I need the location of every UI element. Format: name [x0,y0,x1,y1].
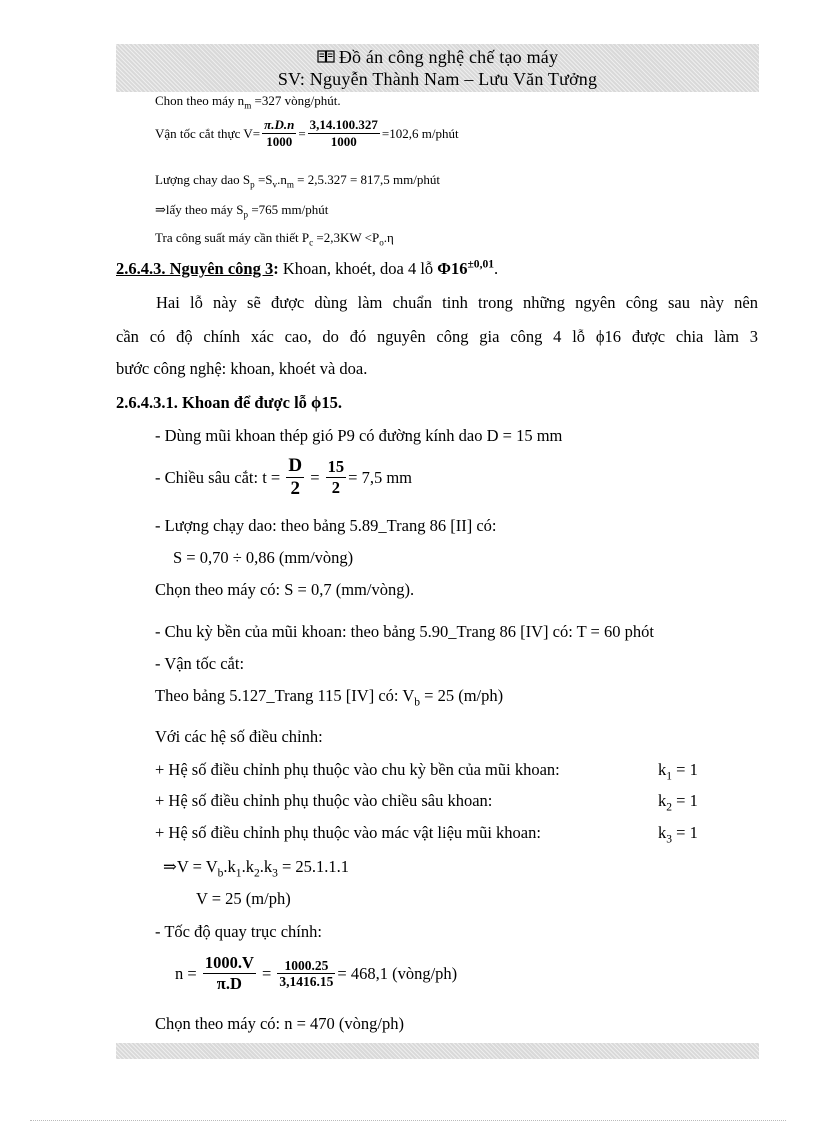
coefficient-2-value: $k_2 = 1$ [658,791,698,814]
power-check-line: Tra công suất máy cần thiết $P_c =2,3KW <P_o.\eta$ [155,230,394,248]
tool-life-line: - Chu kỳ bền của mũi khoan: theo bảng 5.90_Trang 86 [IV] có: T = 60 phót [155,622,654,641]
coefficient-3-text: + Hệ số điều chỉnh phụ thuộc vào mác vật liệu mũi khoan: [155,823,541,842]
depth-fraction-symbolic: $\frac{D}{2}$ [288,455,303,499]
page-bottom-rule [30,1120,786,1121]
feed-range-line: S = 0,70 ÷ 0,86 (mm/vòng) [173,548,354,567]
speed-table-line: Theo bảng 5.127_Trang 115 [IV] có: $V_b = 25$ (m/ph) [155,686,504,709]
feed-rate-line: Lượng chay dao $S_p =S_v.n_m = 2,5.327 = 817,5$ mm/phút [155,172,441,190]
velocity-formula: ⇒V = $V_b.k_1.k_2.k_3 = 25.1.1.1$ [163,857,350,880]
velocity-result: V = 25 (m/ph) [196,889,291,908]
coefficient-1-text: + Hệ số điều chỉnh phụ thuộc vào chu kỳ bền của mũi khoan: [155,760,560,779]
spindle-fraction-symbolic: $\frac{1000.V}{\pi.D}$ [204,953,254,993]
paragraph-line-1: Hai lỗ này sẽ được dùng làm chuẩn tinh trong những ngyên công sau này nên [156,293,758,312]
drill-line: - Dùng mũi khoan thép gió P9 có đường kính dao D = 15 mm [155,426,563,445]
feed-choose-line: Chọn theo máy có: S = 0,7 (mm/vòng). [155,580,415,599]
machine-choice-line: Chon theo máy $n_m =327$ vòng/phút. [155,93,341,111]
coefficient-2-text: + Hệ số điều chỉnh phụ thuộc vào chiều sâu khoan: [155,791,493,810]
header-line2: SV: Nguyễn Thành Nam – Lưu Văn Tưởng [277,69,598,89]
speed-fraction-symbolic: $\frac{\pi.D.n}{1000}$ [264,117,295,149]
coefficient-1-value: $k_1 = 1$ [658,760,698,783]
paragraph-line-3: bước công nghệ: khoan, khoét và doa. [116,359,368,378]
header-line1: Đồ án công nghệ chế tạo máy [338,47,559,67]
paragraph-line-2: cần có độ chính xác cao, do đó nguyên công gia công 4 lỗ ϕ16 được chia làm 3 [116,327,758,346]
cutting-speed-label: - Vận tốc cắt: [155,654,245,673]
page-header [116,44,759,92]
coefficient-intro: Với các hệ số điều chỉnh: [155,727,323,746]
actual-speed-line: Vận tốc cắt thực V= $\frac{\pi.D.n}{1000}$ = $\frac{3,14.100.327}{1000}$ =102,6 m/phút [155,117,459,149]
header-title [116,46,759,68]
depth-line: - Chiều sâu cắt: t = $\frac{D}{2}$ = $\frac{15}{2}$ = 7,5 mm [155,455,413,499]
spindle-fraction-numeric: $\frac{1000.25}{3,1416.15}$ [279,957,334,990]
coefficient-3-value: $k_3 = 1$ [658,823,698,846]
subsection-heading: 2.6.4.3.1. Khoan để được lỗ ϕ15. [116,393,342,412]
section-heading: 2.6.4.3. Nguyên công 3: Khoan, khoét, doa 4 lỗ $\Phi 16^{\pm 0,01}$. [116,258,499,278]
depth-fraction-numeric: $\frac{15}{2}$ [327,456,345,497]
machine-feed-line: ⇒lấy theo máy $S_p =765$ mm/phút [155,202,329,220]
spindle-speed-label: - Tốc độ quay trục chính: [155,922,322,941]
speed-fraction-numeric: $\frac{3,14.100.327}{1000}$ [309,117,378,149]
page-footer [116,1043,759,1059]
spindle-choose-line: Chọn theo máy có: n = 470 (vòng/ph) [155,1014,404,1033]
spindle-speed-formula: n = $\frac{1000.V}{\pi.D}$ = $\frac{1000.25}{3,1416.15}$ = 468,1 (vòng/ph) [175,953,458,993]
book-icon [317,50,335,64]
feed-line: - Lượng chạy dao: theo bảng 5.89_Trang 86 [II] có: [155,516,497,535]
